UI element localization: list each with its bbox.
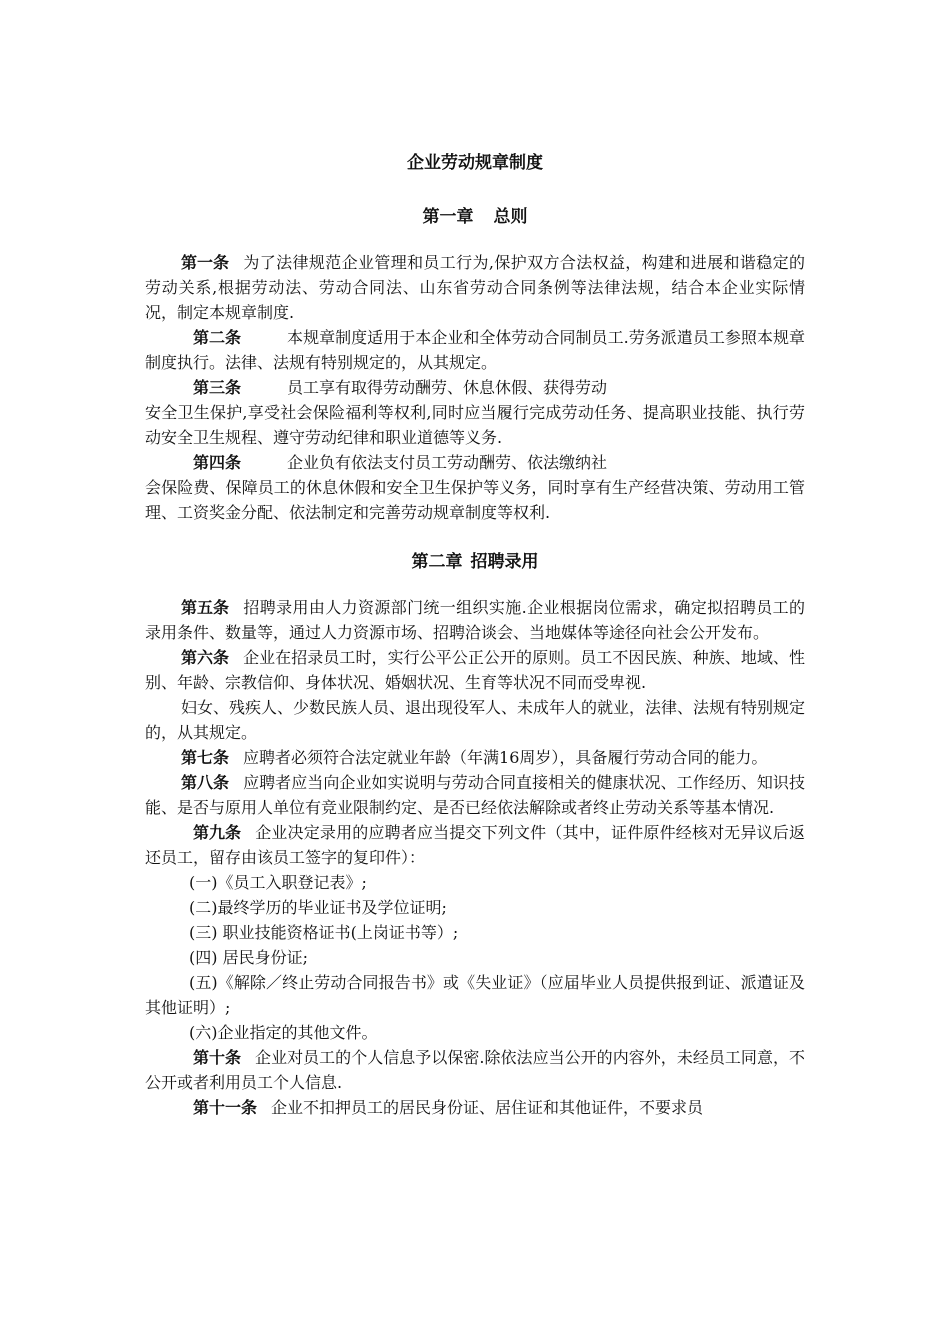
article-6 <box>145 645 805 695</box>
article-3-continued: 安全卫生保护,享受社会保险福利等权利,同时应当履行完成劳动任务、提高职业技能、执行劳动安全卫生规程、遵守劳动纪律和职业道德等义务. <box>145 403 805 447</box>
article-label: 第六条 <box>181 648 230 667</box>
article-text: 招聘录用由人力资源部门统一组织实施.企业根据岗位需求，确定拟招聘员工的录用条件、数量等，通过人力资源市场、招聘洽谈会、当地媒体等途径向社会公开发布。 <box>145 598 805 642</box>
article-label: 第五条 <box>181 598 230 617</box>
list-item: (四) 居民身份证; <box>189 948 308 967</box>
article-text: 企业在招录员工时，实行公平公正公开的原则。员工不因民族、种族、地域、性别、年龄、宗教信仰、身体状况、婚姻状况、生育等状况不同而受卑视. <box>145 648 805 692</box>
article-1 <box>145 250 805 325</box>
article-10 <box>145 1045 805 1095</box>
list-item: (一)《员工入职登记表》; <box>189 873 367 892</box>
article-text: 应聘者应当向企业如实说明与劳动合同直接相关的健康状况、工作经历、知识技能、是否与原用人单位有竞业限制约定、是否已经依法解除或者终止劳动关系等基本情况. <box>145 773 805 817</box>
chapter-heading <box>145 204 805 230</box>
article-label: 第七条 <box>181 748 230 767</box>
article-label: 第十条 <box>193 1048 242 1067</box>
article-text: 应聘者必须符合法定就业年龄（年满16周岁），具备履行劳动合同的能力。 <box>243 748 768 767</box>
document-body <box>145 150 805 1120</box>
article-2 <box>145 325 805 375</box>
article-text: 企业负有依法支付员工劳动酬劳、依法缴纳社 <box>287 453 608 472</box>
article-text: 企业不扣押员工的居民身份证、居住证和其他证件，不要求员 <box>271 1098 704 1117</box>
article-4-continued: 会保险费、保障员工的休息休假和安全卫生保护等义务，同时享有生产经营决策、劳动用工管理、工资奖金分配、依法制定和完善劳动规章制度等权利. <box>145 478 805 522</box>
list-item: (六)企业指定的其他文件。 <box>189 1023 378 1042</box>
article-label: 第九条 <box>193 823 242 842</box>
article-8 <box>145 770 805 820</box>
chapter-heading <box>145 549 805 575</box>
chapter-name: 总则 <box>493 207 528 227</box>
article-3 <box>145 375 805 400</box>
article-7 <box>145 745 805 770</box>
article-label: 第八条 <box>181 773 230 792</box>
article-text: 本规章制度适用于本企业和全体劳动合同制员工.劳务派遣员工参照本规章制度执行。法律、法规有特别规定的，从其规定。 <box>145 328 805 372</box>
article-label: 第四条 <box>193 453 242 472</box>
article-9 <box>145 820 805 870</box>
list-item: (三) 职业技能资格证书(上岗证书等）; <box>189 923 459 942</box>
chapter-number: 第二章 <box>411 552 463 572</box>
list-item: (五)《解除／终止劳动合同报告书》或《失业证》（应届毕业人员提供报到证、派遣证及其他证明）; <box>145 973 805 1017</box>
article-text: 员工享有取得劳动酬劳、休息休假、获得劳动 <box>287 378 608 397</box>
article-6-paragraph-2: 妇女、残疾人、少数民族人员、退出现役军人、未成年人的就业，法律、法规有特别规定的，从其规定。 <box>145 698 806 742</box>
article-label: 第三条 <box>193 378 242 397</box>
chapter-name: 招聘录用 <box>470 552 539 572</box>
article-label: 第十一条 <box>193 1098 258 1117</box>
list-item: (二)最终学历的毕业证书及学位证明; <box>189 898 447 917</box>
article-text: 企业对员工的个人信息予以保密.除依法应当公开的内容外，未经员工同意，不公开或者利用员工个人信息. <box>145 1048 805 1092</box>
article-label: 第一条 <box>181 253 230 272</box>
article-text: 为了法律规范企业管理和员工行为,保护双方合法权益，构建和进展和谐稳定的劳动关系,根据劳动法、劳动合同法、山东省劳动合同条例等法律法规，结合本企业实际情况，制定本规章制度. <box>145 253 805 322</box>
article-text: 企业决定录用的应聘者应当提交下列文件（其中，证件原件经核对无异议后返还员工，留存由该员工签字的复印件）： <box>145 823 805 867</box>
article-4 <box>145 450 805 475</box>
article-label: 第二条 <box>193 328 242 347</box>
chapter-number: 第一章 <box>422 207 474 227</box>
document-title: 企业劳动规章制度 <box>407 153 543 173</box>
article-11 <box>145 1095 805 1120</box>
article-5 <box>145 595 805 645</box>
